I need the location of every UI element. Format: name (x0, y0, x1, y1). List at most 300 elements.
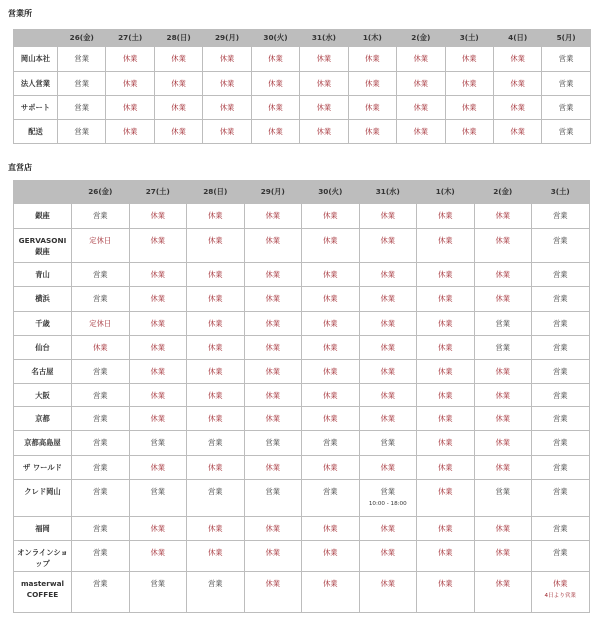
status-cell (187, 336, 245, 360)
status-cell (359, 517, 417, 541)
status-text: 休業 (322, 463, 338, 472)
status-text: 営業 (558, 54, 574, 63)
status-cell (474, 456, 532, 480)
status-cell (445, 72, 493, 96)
location-name: 大阪 (14, 384, 72, 407)
status-text: 休業 (380, 548, 396, 557)
location-name: masterwal COFFEE (14, 572, 72, 613)
location-name: 名古屋 (14, 360, 72, 384)
date-header: 30(火) (302, 181, 360, 204)
status-text: 休業 (265, 391, 281, 400)
status-text: 休業 (437, 270, 453, 279)
status-text: 休業 (413, 79, 429, 88)
status-text: 休業 (265, 343, 281, 352)
status-text: 休業 (510, 79, 525, 88)
status-cell (302, 204, 360, 229)
status-cell (187, 572, 245, 613)
status-text: 休業 (495, 367, 511, 376)
table-row (14, 312, 590, 336)
status-text: 休業 (265, 319, 281, 328)
status-text: 休業 (322, 524, 338, 533)
status-cell (474, 384, 532, 407)
location-name: 京都 (14, 407, 72, 431)
status-text: 休業 (437, 579, 453, 588)
status-text: 休業 (365, 103, 380, 112)
status-text: 営業 (207, 579, 223, 588)
status-cell (302, 336, 360, 360)
status-cell (474, 431, 532, 456)
status-cell (474, 541, 532, 572)
status-cell (302, 407, 360, 431)
status-text: 営業 (92, 463, 108, 472)
status-text: 営業 (92, 367, 108, 376)
status-cell (302, 229, 360, 263)
status-text: 休業 (437, 343, 453, 352)
status-text: 休業 (265, 211, 281, 220)
status-cell (532, 336, 590, 360)
status-cell (187, 480, 245, 517)
status-text: 営業 (92, 270, 108, 279)
status-cell (348, 96, 396, 120)
status-text: 休業 (219, 127, 235, 136)
status-cell (251, 72, 299, 96)
status-text: 休業 (437, 236, 453, 245)
status-text: 営業 (92, 294, 108, 303)
table-row (14, 517, 590, 541)
date-header: 2(金) (474, 181, 532, 204)
status-cell (417, 572, 475, 613)
status-text: 休業 (380, 319, 396, 328)
location-name: 横浜 (14, 287, 72, 312)
status-text: 営業 (92, 487, 108, 496)
status-cell (187, 517, 245, 541)
status-text: 休業 (461, 54, 477, 63)
status-text: 営業 (552, 211, 568, 220)
status-text: 営業 (74, 79, 90, 88)
status-cell (106, 47, 154, 72)
status-text: 営業 (495, 319, 511, 328)
status-cell (417, 287, 475, 312)
status-cell (532, 456, 590, 480)
status-cell (72, 431, 130, 456)
status-text: 休業 (265, 294, 281, 303)
status-text: 休業 (219, 103, 235, 112)
table-row (14, 229, 590, 263)
status-cell (302, 541, 360, 572)
status-text: 営業 (322, 487, 338, 496)
status-cell (72, 204, 130, 229)
date-header: 2(金) (397, 30, 445, 47)
status-text: 休業 (219, 54, 235, 63)
status-cell (302, 517, 360, 541)
status-cell (187, 456, 245, 480)
status-text: 休業 (92, 343, 108, 352)
status-cell (532, 541, 590, 572)
status-cell (474, 229, 532, 263)
status-cell (474, 480, 532, 517)
status-cell (474, 263, 532, 287)
status-text: 休業 (150, 270, 166, 279)
status-text: 休業 (268, 54, 283, 63)
status-text: 営業 (92, 391, 108, 400)
status-cell (359, 263, 417, 287)
status-text: 休業 (150, 391, 166, 400)
status-cell (244, 229, 302, 263)
status-text: 休業 (150, 319, 166, 328)
status-cell (187, 263, 245, 287)
date-header: 5(月) (542, 30, 590, 47)
date-header: 31(水) (300, 30, 348, 47)
status-text: 休業 (322, 367, 338, 376)
table-row (14, 72, 591, 96)
table-row (14, 120, 591, 144)
stores-header-row (14, 181, 590, 204)
status-cell (302, 360, 360, 384)
status-text: 休業 (322, 548, 338, 557)
status-cell (417, 204, 475, 229)
status-text: 休業 (510, 127, 525, 136)
status-text: 休業 (495, 270, 511, 279)
status-cell (72, 384, 130, 407)
status-cell (445, 96, 493, 120)
location-name: ザ ワールド (14, 456, 72, 480)
status-cell (359, 480, 417, 517)
status-text: 休業 (437, 524, 453, 533)
date-header: 26(金) (72, 181, 130, 204)
status-text: 休業 (150, 294, 166, 303)
status-cell (72, 517, 130, 541)
status-cell (72, 263, 130, 287)
status-cell (187, 384, 245, 407)
status-cell (359, 229, 417, 263)
status-cell (129, 287, 187, 312)
status-cell (244, 287, 302, 312)
status-cell (300, 72, 348, 96)
status-cell (187, 312, 245, 336)
status-cell (474, 360, 532, 384)
status-cell (251, 47, 299, 72)
status-text: 営業 (92, 548, 108, 557)
status-text: 休業 (207, 414, 223, 423)
status-text: 休業 (413, 127, 429, 136)
status-text: 休業 (322, 414, 338, 423)
status-text: 休業 (380, 343, 396, 352)
status-text: 休業 (413, 103, 429, 112)
status-text: 営業 (495, 343, 511, 352)
status-cell (106, 72, 154, 96)
status-text: 休業 (365, 54, 380, 63)
status-text: 営業 (552, 524, 568, 533)
date-header: 26(金) (58, 30, 106, 47)
status-text: 休業 (207, 236, 223, 245)
status-cell (532, 431, 590, 456)
status-text: 休業 (265, 524, 281, 533)
status-text: 休業 (437, 294, 453, 303)
status-text: 営業 (495, 487, 511, 496)
status-cell (129, 360, 187, 384)
status-cell (244, 263, 302, 287)
status-cell (359, 407, 417, 431)
status-text: 休業 (265, 414, 281, 423)
status-text: 営業 (552, 487, 568, 496)
date-header: 1(木) (417, 181, 475, 204)
status-cell (542, 96, 590, 120)
status-text: 休業 (122, 54, 138, 63)
status-cell (417, 480, 475, 517)
status-text: 休業 (495, 438, 511, 447)
status-cell (58, 96, 106, 120)
status-cell (493, 120, 541, 144)
status-cell (359, 384, 417, 407)
status-cell (493, 47, 541, 72)
status-cell (359, 431, 417, 456)
status-text: 営業 (552, 270, 568, 279)
date-header: 27(土) (129, 181, 187, 204)
status-text: 営業 (380, 438, 396, 447)
status-cell (397, 96, 445, 120)
date-header: 3(土) (445, 30, 493, 47)
status-cell (302, 431, 360, 456)
status-text: 営業 (207, 438, 223, 447)
status-text: 休業 (365, 127, 380, 136)
status-text: 休業 (365, 79, 380, 88)
status-cell (417, 263, 475, 287)
status-text: 休業 (380, 579, 396, 588)
table-row (14, 480, 590, 517)
status-text: 休業 (207, 294, 223, 303)
status-cell (72, 336, 130, 360)
location-name: 岡山本社 (14, 47, 58, 72)
offices-table (13, 29, 591, 144)
status-text: 営業 (92, 211, 108, 220)
location-name: クレド岡山 (14, 480, 72, 517)
status-cell (72, 480, 130, 517)
status-cell (244, 384, 302, 407)
status-cell (474, 572, 532, 613)
status-text: 休業 (380, 463, 396, 472)
location-name: サポート (14, 96, 58, 120)
status-cell (244, 572, 302, 613)
status-cell (72, 456, 130, 480)
status-text: 営業 (150, 487, 166, 496)
status-text: 営業 (552, 414, 568, 423)
status-text: 営業 (558, 103, 574, 112)
status-cell (129, 541, 187, 572)
status-cell (532, 480, 590, 517)
status-text: 休業 (316, 127, 332, 136)
table-row (14, 336, 590, 360)
table-row (14, 384, 590, 407)
status-cell (532, 384, 590, 407)
status-cell (474, 336, 532, 360)
status-text: 休業 (150, 343, 166, 352)
status-cell (417, 384, 475, 407)
status-cell (417, 541, 475, 572)
status-text: 休業 (322, 319, 338, 328)
stores-header-corner (14, 181, 72, 204)
status-cell (129, 480, 187, 517)
status-text: 営業 (150, 438, 166, 447)
status-cell (154, 72, 202, 96)
status-cell (244, 517, 302, 541)
status-cell (58, 72, 106, 96)
status-cell (72, 312, 130, 336)
status-text: 休業 (207, 211, 223, 220)
status-text: 休業 (316, 79, 332, 88)
status-text: 休業 (268, 127, 283, 136)
status-cell (532, 360, 590, 384)
offices-header-row (14, 30, 591, 47)
status-text: 休業 (265, 270, 281, 279)
status-text: 休業 (207, 367, 223, 376)
status-cell (397, 120, 445, 144)
status-cell (203, 47, 251, 72)
status-cell (348, 72, 396, 96)
date-header: 4(日) (493, 30, 541, 47)
status-text: 営業 (552, 463, 568, 472)
status-cell (129, 407, 187, 431)
status-text: 休業 (380, 270, 396, 279)
status-text: 休業 (207, 270, 223, 279)
status-text: 営業 (74, 54, 90, 63)
status-text: 休業 (207, 319, 223, 328)
location-name: 法人営業 (14, 72, 58, 96)
status-cell (532, 204, 590, 229)
status-text: 休業 (322, 579, 338, 588)
status-cell (397, 47, 445, 72)
status-text: 休業 (495, 294, 511, 303)
status-cell (154, 96, 202, 120)
status-cell (129, 204, 187, 229)
status-cell (302, 312, 360, 336)
status-text: 休業 (265, 367, 281, 376)
status-text: 休業 (316, 54, 332, 63)
status-text: 休業 (265, 236, 281, 245)
status-cell (106, 120, 154, 144)
location-name: GERVASONI 銀座 (14, 229, 72, 263)
status-cell (445, 120, 493, 144)
status-text: 休業 (268, 103, 283, 112)
status-cell (251, 120, 299, 144)
status-text: 休業 (461, 127, 477, 136)
status-text: 休業 (207, 391, 223, 400)
status-cell (359, 456, 417, 480)
status-cell (359, 287, 417, 312)
stores-section-title: 直営店 (8, 163, 32, 172)
date-header: 28(日) (187, 181, 245, 204)
status-cell (106, 96, 154, 120)
date-header: 29(月) (203, 30, 251, 47)
hours-note: 4日より営業 (544, 593, 577, 599)
table-row (14, 360, 590, 384)
status-text: 休業 (437, 319, 453, 328)
status-text: 休業 (322, 391, 338, 400)
status-text: 営業 (207, 487, 223, 496)
status-cell (129, 263, 187, 287)
status-cell (244, 312, 302, 336)
status-cell (417, 431, 475, 456)
status-text: 営業 (92, 579, 108, 588)
table-row (14, 287, 590, 312)
status-cell (474, 312, 532, 336)
status-text: 休業 (122, 103, 138, 112)
table-row (14, 263, 590, 287)
status-text: 営業 (380, 487, 396, 496)
status-cell (532, 572, 590, 613)
status-cell (348, 120, 396, 144)
status-text: 営業 (558, 79, 574, 88)
status-text: 休業 (322, 294, 338, 303)
status-cell (302, 480, 360, 517)
status-text: 定休日 (89, 319, 112, 328)
status-cell (493, 72, 541, 96)
status-cell (532, 287, 590, 312)
status-text: 休業 (380, 294, 396, 303)
status-text: 休業 (437, 548, 453, 557)
status-text: 営業 (552, 294, 568, 303)
location-name: オンラインショップ (14, 541, 72, 572)
status-text: 営業 (74, 127, 90, 136)
status-cell (187, 229, 245, 263)
status-cell (244, 336, 302, 360)
status-cell (300, 96, 348, 120)
status-text: 休業 (150, 548, 166, 557)
location-name: 仙台 (14, 336, 72, 360)
status-text: 休業 (219, 79, 235, 88)
status-cell (129, 384, 187, 407)
status-text: 休業 (171, 103, 186, 112)
status-text: 休業 (380, 367, 396, 376)
status-text: 営業 (552, 343, 568, 352)
status-cell (542, 72, 590, 96)
status-cell (493, 96, 541, 120)
status-text: 休業 (510, 103, 525, 112)
status-text: 営業 (92, 438, 108, 447)
status-cell (203, 96, 251, 120)
status-text: 休業 (150, 367, 166, 376)
status-cell (302, 572, 360, 613)
status-cell (359, 572, 417, 613)
location-name: 銀座 (14, 204, 72, 229)
status-text: 休業 (413, 54, 429, 63)
location-name: 千歳 (14, 312, 72, 336)
status-text: 営業 (552, 438, 568, 447)
date-header: 29(月) (244, 181, 302, 204)
status-text: 休業 (437, 487, 453, 496)
status-cell (129, 312, 187, 336)
table-row (14, 96, 591, 120)
status-cell (348, 47, 396, 72)
status-text: 休業 (265, 579, 281, 588)
status-cell (187, 431, 245, 456)
status-cell (474, 407, 532, 431)
status-text: 営業 (265, 438, 281, 447)
status-cell (532, 517, 590, 541)
status-text: 休業 (495, 579, 511, 588)
status-text: 休業 (150, 414, 166, 423)
status-cell (474, 287, 532, 312)
status-text: 休業 (552, 579, 568, 588)
status-text: 休業 (380, 236, 396, 245)
status-text: 休業 (171, 79, 186, 88)
status-text: 営業 (552, 548, 568, 557)
table-row (14, 407, 590, 431)
status-cell (251, 96, 299, 120)
status-text: 休業 (461, 79, 477, 88)
status-cell (359, 541, 417, 572)
status-cell (542, 120, 590, 144)
status-text: 営業 (558, 127, 574, 136)
